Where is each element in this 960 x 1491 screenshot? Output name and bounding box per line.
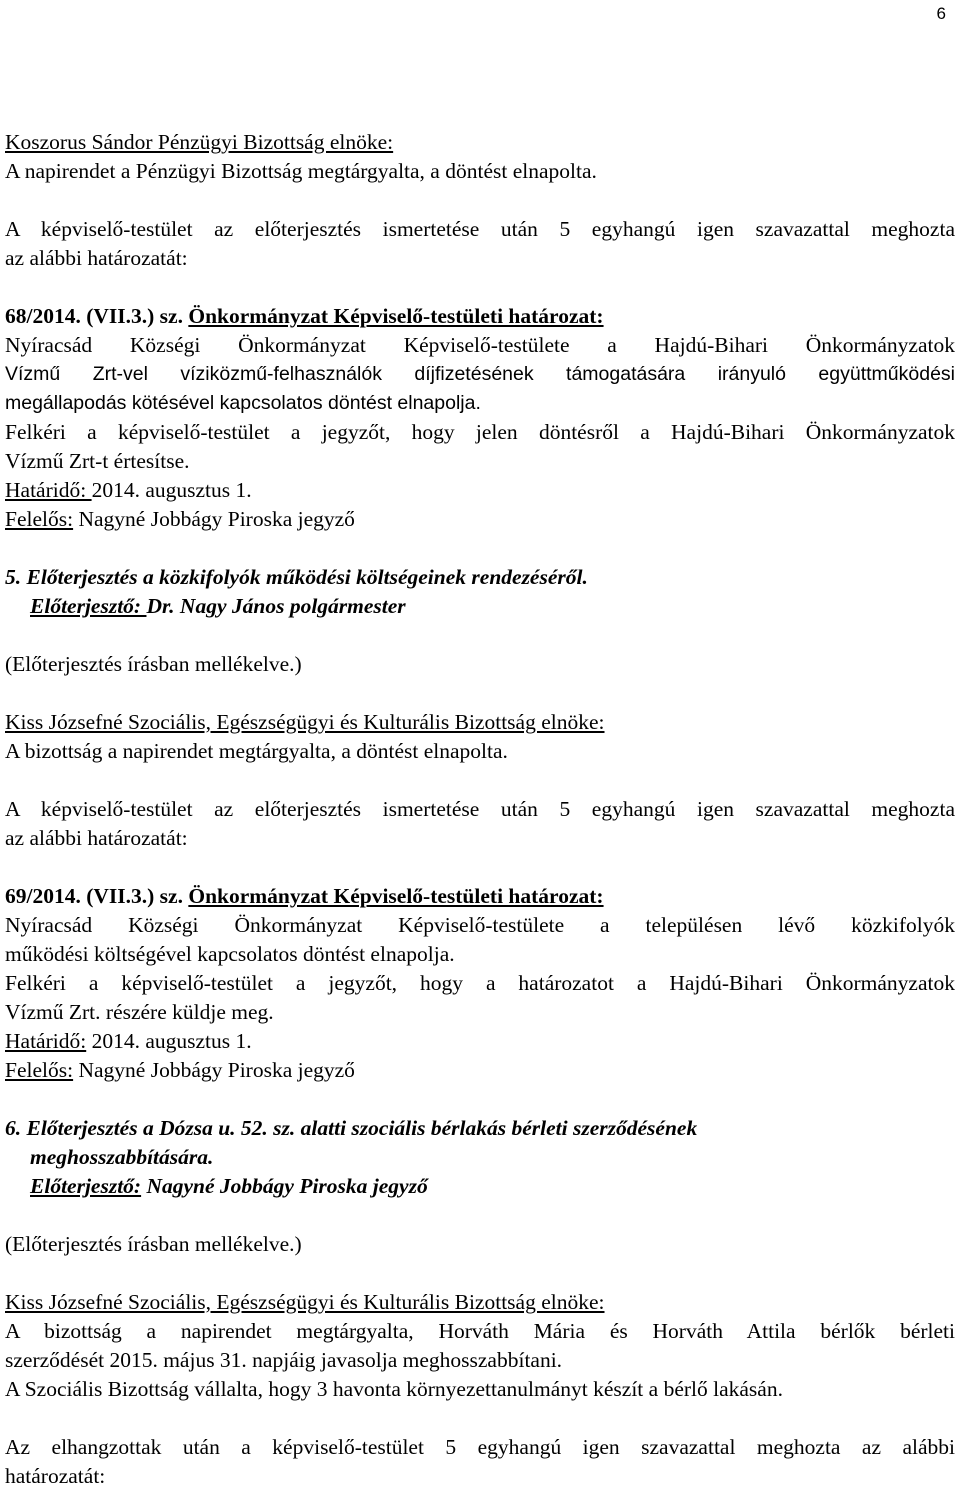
presenter-value: Dr. Nagy János polgármester — [146, 594, 406, 618]
paragraph: Felkéri a képviselő-testület a jegyzőt, hogy a határozatot a Hajdú-Bihari Önkormányzatok — [5, 971, 955, 995]
page-number: 6 — [936, 4, 946, 23]
attachment-note: (Előterjesztés írásban mellékelve.) — [5, 652, 302, 676]
paragraph: Vízmű Zrt-vel víziközmű-felhasználók díjfizetésének támogatására irányuló együttműködési — [5, 363, 955, 385]
paragraph: Nyíracsád Községi Önkormányzat Képviselő-testülete a Hajdú-Bihari Önkormányzatok — [5, 333, 955, 357]
paragraph: határozatát: — [5, 1464, 106, 1488]
resolution-heading — [5, 882, 955, 911]
presenter-line — [5, 1172, 955, 1201]
deadline-line — [5, 1027, 955, 1056]
paragraph: működési költségével kapcsolatos döntést elnapolja. — [5, 942, 455, 966]
responsible-line — [5, 505, 955, 534]
deadline-line — [5, 476, 955, 505]
paragraph: A bizottság a napirendet megtárgyalta, a döntést elnapolta. — [5, 739, 508, 763]
paragraph: A képviselő-testület az előterjesztés ismertetése után 5 egyhangú igen szavazattal meghozta — [5, 217, 955, 241]
document-body — [5, 128, 955, 1491]
speaker-heading: Kiss Józsefné Szociális, Egészségügyi és Kulturális Bizottság elnöke: — [5, 710, 605, 734]
paragraph: az alábbi határozatát: — [5, 826, 188, 850]
paragraph: A bizottság a napirendet megtárgyalta, Horváth Mária és Horváth Attila bérlők bérleti — [5, 1319, 955, 1343]
paragraph: Vízmű Zrt. részére küldje meg. — [5, 1000, 274, 1024]
agenda-item-title: meghosszabbítására. — [30, 1145, 214, 1169]
presenter-line — [5, 592, 955, 621]
paragraph: Vízmű Zrt-t értesítse. — [5, 449, 190, 473]
presenter-value: Nagyné Jobbágy Piroska jegyző — [141, 1174, 428, 1198]
responsible-label: Felelős: — [5, 507, 74, 531]
paragraph: A Szociális Bizottság vállalta, hogy 3 havonta környezettanulmányt készít a bérlő lakásán. — [5, 1377, 783, 1401]
speaker-heading: Kiss Józsefné Szociális, Egészségügyi és Kulturális Bizottság elnöke: — [5, 1290, 605, 1314]
responsible-line — [5, 1056, 955, 1085]
agenda-item-title: 5. Előterjesztés a közkifolyók működési költségeinek rendezéséről. — [5, 565, 588, 589]
paragraph: Felkéri a képviselő-testület a jegyzőt, hogy jelen döntésről a Hajdú-Bihari Önkormányzatok — [5, 420, 955, 444]
resolution-number: 69/2014. (VII.3.) sz. — [5, 884, 183, 908]
responsible-value: Nagyné Jobbágy Piroska jegyző — [73, 507, 355, 531]
paragraph: az alábbi határozatát: — [5, 246, 188, 270]
paragraph: A képviselő-testület az előterjesztés ismertetése után 5 egyhangú igen szavazattal meghozta — [5, 797, 955, 821]
deadline-value: 2014. augusztus 1. — [91, 478, 252, 502]
resolution-title: Önkormányzat Képviselő-testületi határozat: — [188, 304, 604, 328]
agenda-item-title: 6. Előterjesztés a Dózsa u. 52. sz. alatti szociális bérlakás bérleti szerződésének — [5, 1116, 698, 1140]
deadline-label: Határidő: — [5, 478, 92, 502]
speaker-heading: Koszorus Sándor Pénzügyi Bizottság elnöke: — [5, 130, 394, 154]
deadline-value: 2014. augusztus 1. — [86, 1029, 252, 1053]
resolution-number: 68/2014. (VII.3.) sz. — [5, 304, 183, 328]
paragraph: Nyíracsád Községi Önkormányzat Képviselő-testülete a településen lévő közkifolyók — [5, 913, 955, 937]
presenter-label: Előterjesztő: — [30, 1174, 142, 1198]
paragraph: megállapodás kötésével kapcsolatos döntést elnapolja. — [5, 392, 481, 414]
paragraph: A napirendet a Pénzügyi Bizottság megtárgyalta, a döntést elnapolta. — [5, 159, 597, 183]
resolution-heading — [5, 302, 955, 331]
responsible-value: Nagyné Jobbágy Piroska jegyző — [73, 1058, 355, 1082]
presenter-label: Előterjesztő: — [30, 594, 147, 618]
deadline-label: Határidő: — [5, 1029, 87, 1053]
paragraph: Az elhangzottak után a képviselő-testület 5 egyhangú igen szavazattal meghozta az alábbi — [5, 1435, 955, 1459]
paragraph: szerződését 2015. május 31. napjáig javasolja meghosszabbítani. — [5, 1348, 563, 1372]
responsible-label: Felelős: — [5, 1058, 74, 1082]
resolution-title: Önkormányzat Képviselő-testületi határozat: — [188, 884, 604, 908]
attachment-note: (Előterjesztés írásban mellékelve.) — [5, 1232, 302, 1256]
